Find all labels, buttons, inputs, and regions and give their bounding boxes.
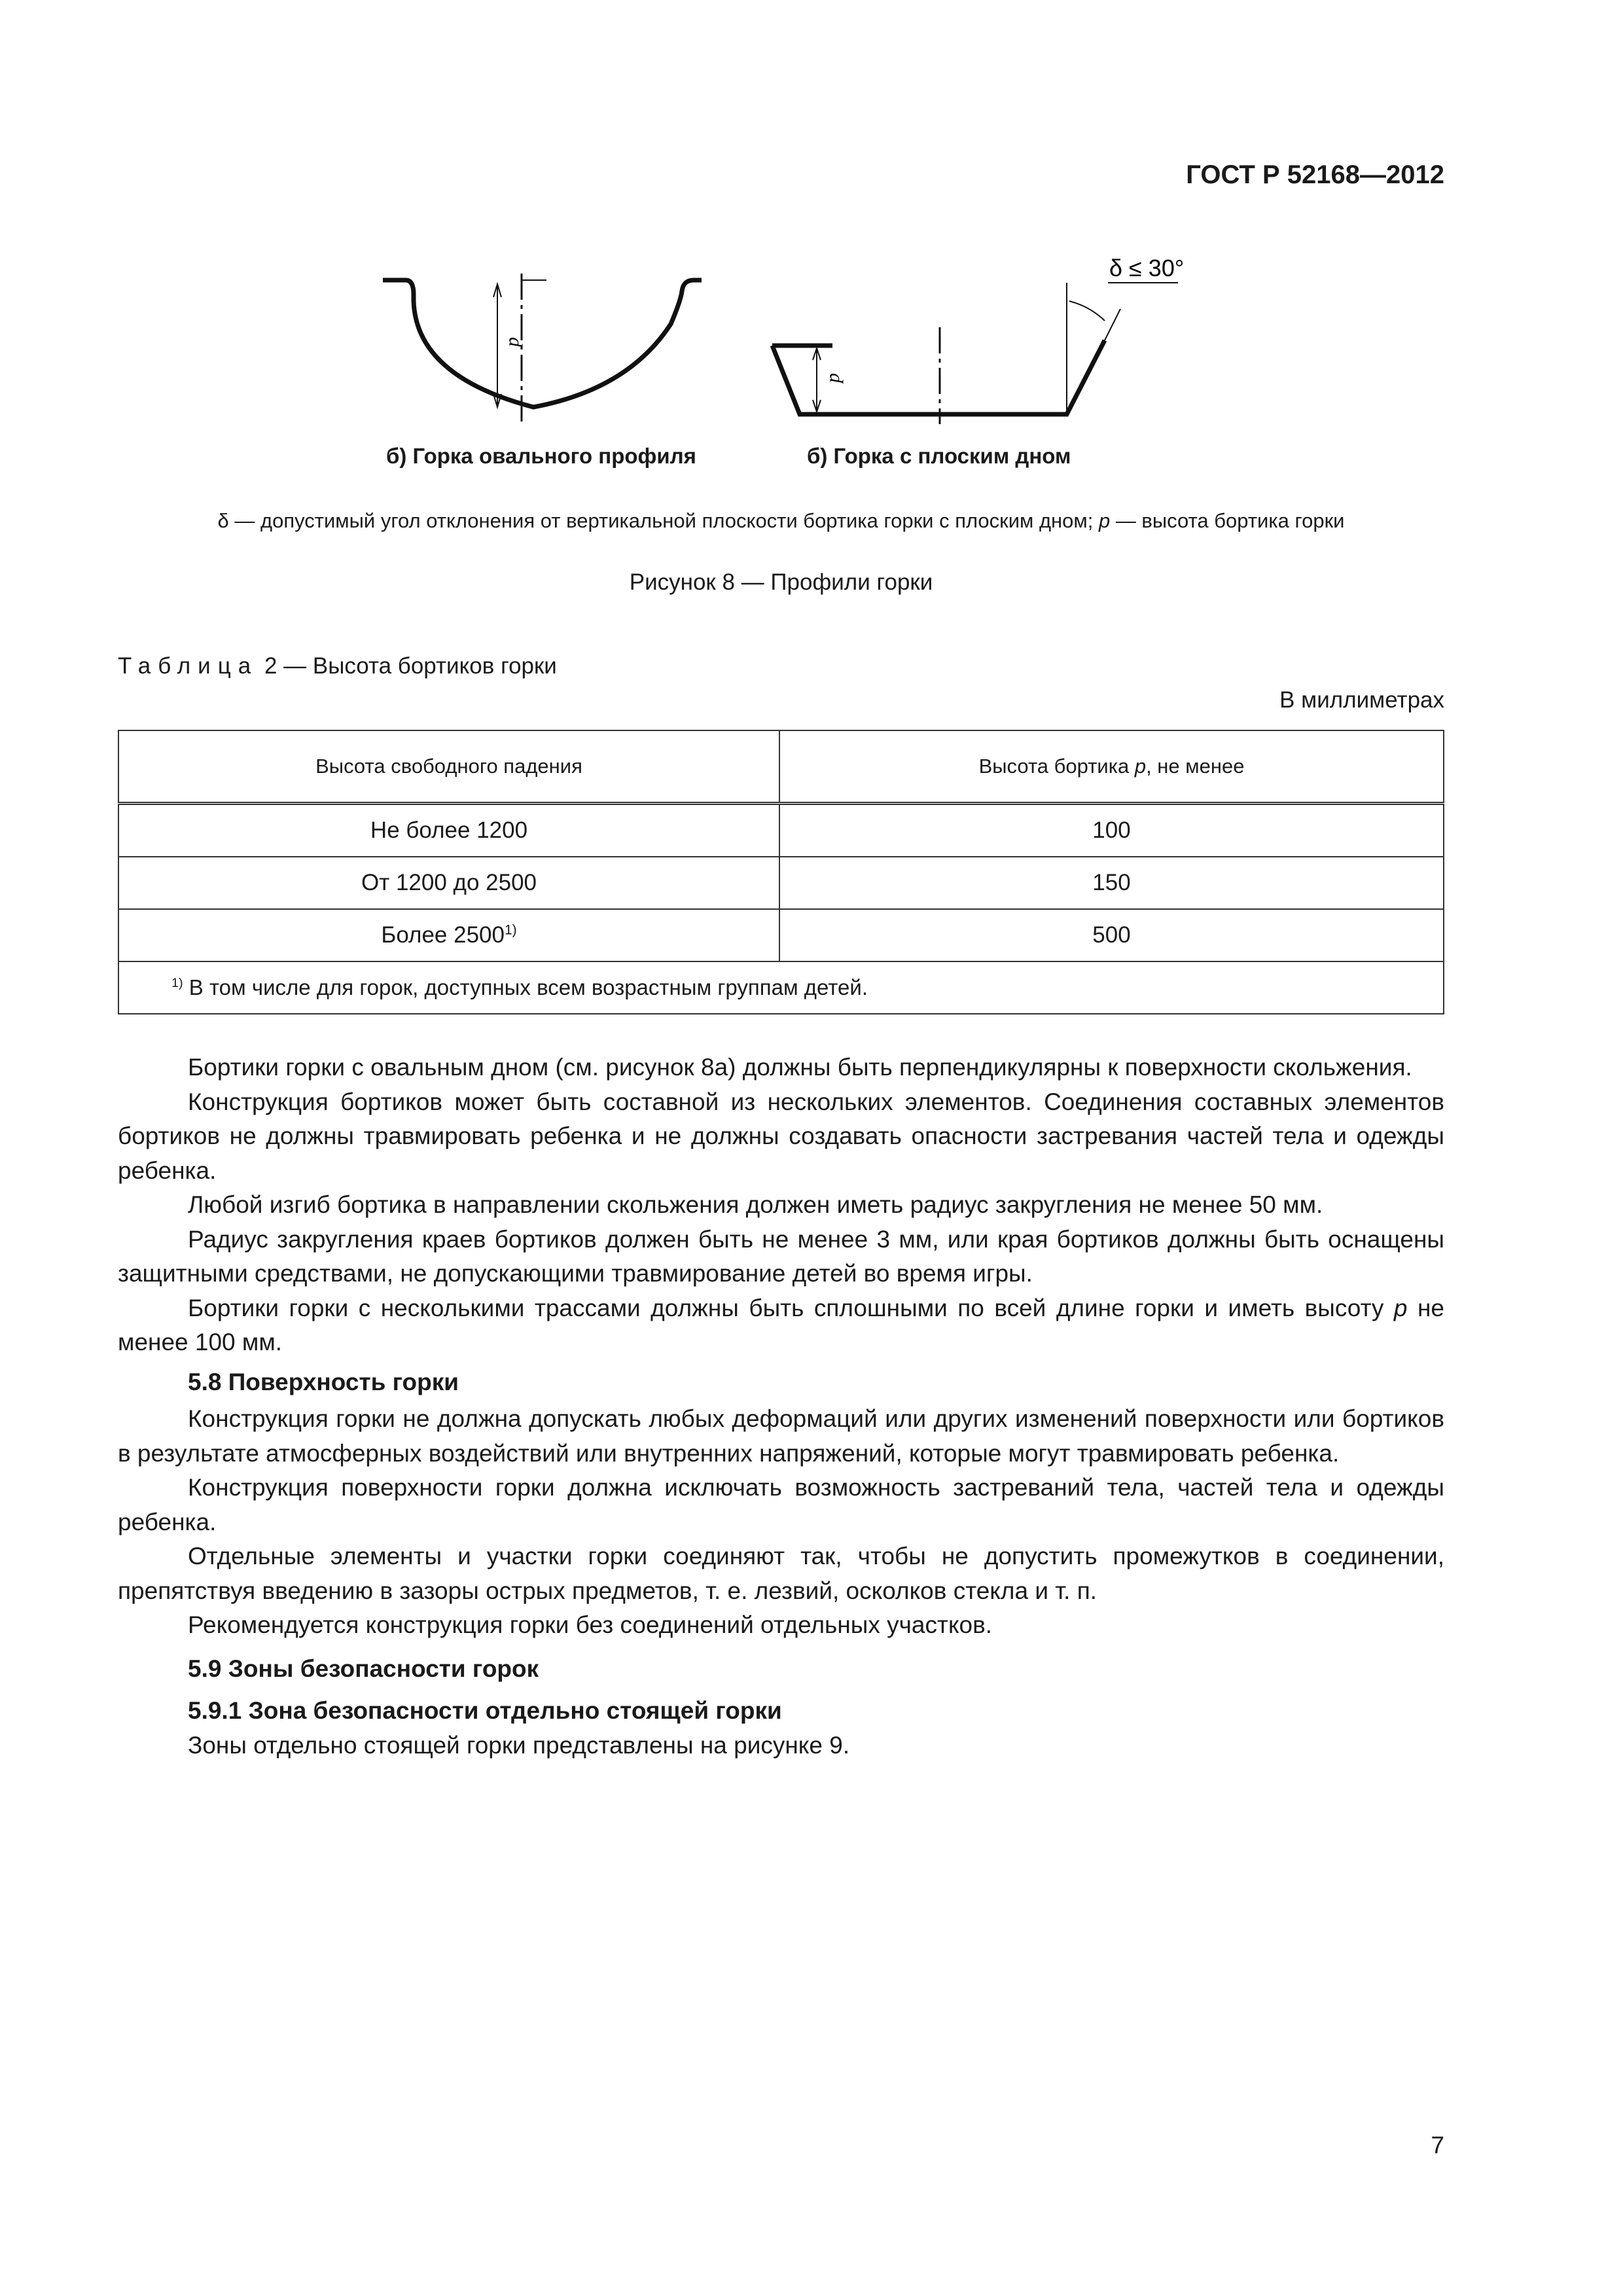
paragraph: Отдельные элементы и участки горки соединяют так, чтобы не допустить промежутков в соединении, препятствуя введению в зазоры острых предметов, т. е. лезвий, осколков стекла и т. п. (118, 1543, 1444, 1604)
footnote-ref: 1) (504, 922, 517, 938)
table-row (118, 909, 1444, 961)
page-number: 7 (1431, 2132, 1444, 2159)
paragraph: Зоны отдельно стоящей горки представлены на рисунке 9. (188, 1731, 850, 1759)
figure-caption: Рисунок 8 — Профили горки (629, 569, 933, 595)
table-header-rail-height: Высота бортика p, не менее (779, 730, 1444, 804)
table-cell-height: 150 (779, 857, 1444, 909)
paragraph: Радиус закругления краев бортиков должен быть не менее 3 мм, или края бортиков должны быть оснащены защитными средствами, не допускающими травмирование детей во время игры. (118, 1225, 1444, 1287)
table-cell-fall: Более 2500$^{1)}$ (118, 909, 779, 961)
table-footnote: $^{1)}$ В том числе для горок, доступных всем возрастным группам детей. (118, 961, 1444, 1014)
table-header-row (118, 730, 1444, 804)
table-cell-fall: Не более 1200 (118, 804, 779, 857)
figure-label-flat: б) Горка с плоским дном (807, 444, 1071, 468)
oval-dim-label: p (501, 337, 523, 347)
figure-legend: δ — допустимый угол отклонения от вертикальной плоскости бортика горки с плоским дном; p — высота бортика горки (217, 509, 1345, 532)
body-text (118, 1050, 1444, 1763)
table-rail-heights (118, 730, 1444, 1014)
figure-label-oval: б) Горка овального профиля (386, 444, 696, 468)
paragraph: Рекомендуется конструкция горки без соединений отдельных участков. (188, 1611, 993, 1638)
paragraph: Любой изгиб бортика в направлении скольжения должен иметь радиус закругления не менее 50 мм. (188, 1191, 1323, 1218)
paragraph: Бортики горки с овальным дном (см. рисунок 8а) должны быть перпендикулярны к поверхности скольжения. (188, 1054, 1412, 1081)
flat-profile-drawing (772, 283, 1178, 424)
paragraph: Конструкция бортиков может быть составной из нескольких элементов. Соединения составных элементов бортиков не должны травмировать ребенка и не должны создавать опасности застревания частей тела и одежды ребенка. (118, 1088, 1444, 1184)
table-cell-height: 500 (779, 909, 1444, 961)
table-cell-fall: От 1200 до 2500 (118, 857, 779, 909)
table-header-fall-height: Высота свободного падения (118, 730, 779, 804)
table-row (118, 857, 1444, 909)
table-cell-height: 100 (779, 804, 1444, 857)
table-footnote-row (118, 961, 1444, 1014)
table-row (118, 804, 1444, 857)
table-units: В миллиметрах (1279, 687, 1444, 713)
section-heading-5-9: 5.9 Зоны безопасности горок (188, 1655, 539, 1682)
angle-label: δ ≤ 30° (1109, 255, 1185, 281)
flat-dim-label: p (822, 373, 844, 383)
paragraph: Бортики горки с несколькими трассами должны быть сплошными по всей длине горки и иметь высоту p не менее 100 мм. (118, 1294, 1444, 1355)
section-heading-5-9-1: 5.9.1 Зона безопасности отдельно стоящей горки (188, 1697, 782, 1724)
paragraph: Конструкция поверхности горки должна исключать возможность застреваний тела, частей тела и одежды ребенка. (118, 1474, 1444, 1535)
table-caption: Таблица 2 — Высота бортиков горки (118, 653, 557, 679)
document-header: ГОСТ Р 52168—2012 (1186, 160, 1444, 189)
oval-profile-drawing (383, 274, 702, 424)
section-heading-5-8: 5.8 Поверхность горки (188, 1368, 459, 1395)
paragraph: Конструкция горки не должна допускать любых деформаций или других изменений поверхности или бортиков в результате атмосферных воздействий или внутренних напряжений, которые могут травмировать ребенка. (118, 1405, 1444, 1467)
